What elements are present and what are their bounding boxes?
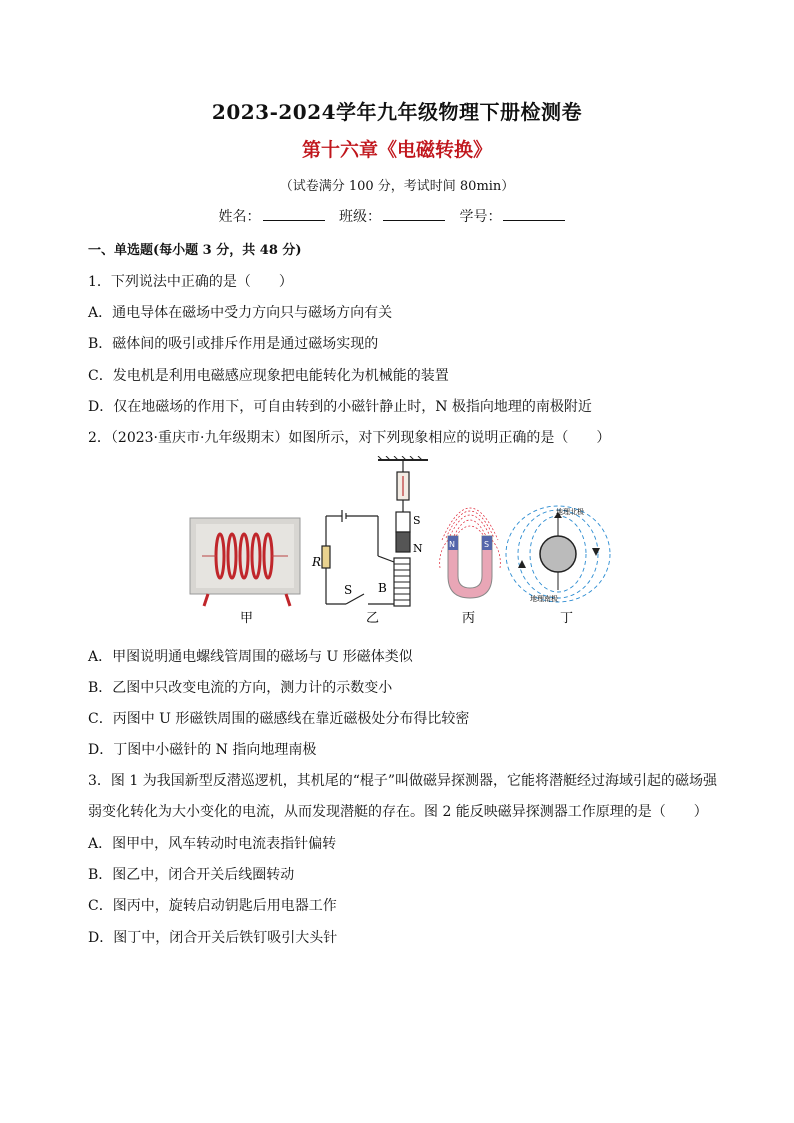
q2-figure — [188, 456, 618, 631]
name-label: 姓名： — [218, 209, 261, 225]
q3-stem-line1: 3．图 1 为我国新型反潜巡逻机，其机尾的“棍子”叫做磁异探测器，它能将潜艇经过海域引起的磁场强 — [88, 773, 718, 789]
q3-option-a: A．图甲中，风车转动时电流表指针偏转 — [88, 836, 337, 852]
name-blank[interactable] — [263, 208, 325, 221]
figure-ding-earth — [506, 506, 610, 602]
id-label: 学号： — [459, 209, 502, 225]
figure-jia-photo — [190, 518, 300, 606]
q2-option-b: B．乙图中只改变电流的方向，测力计的示数变小 — [88, 680, 393, 696]
class-blank[interactable] — [383, 208, 445, 221]
caption-bing: 丙 — [462, 611, 476, 626]
caption-jia: 甲 — [240, 611, 254, 626]
q1-stem: 1．下列说法中正确的是（ ） — [88, 274, 293, 290]
q3-option-d: D．图丁中，闭合开关后铁钉吸引大头针 — [88, 930, 338, 946]
section-heading: 一、单选题(每小题 3 分，共 48 分) — [88, 243, 302, 258]
q1-option-a: A．通电导体在磁场中受力方向只与磁场方向有关 — [88, 305, 393, 321]
exam-note: （试卷满分 100 分，考试时间 80min） — [279, 179, 515, 194]
q2-figure-svg — [188, 456, 618, 631]
q1-option-d: D．仅在地磁场的作用下，可自由转到的小磁针静止时，N 极指向地理的南极附近 — [88, 399, 592, 415]
q1-option-b: B．磁体间的吸引或排斥作用是通过磁场实现的 — [88, 336, 379, 352]
caption-yi: 乙 — [366, 611, 380, 626]
class-label: 班级： — [339, 209, 381, 225]
geo-south-label: 地理南极 — [530, 595, 558, 603]
figure-yi-circuit — [322, 456, 428, 606]
label-switch-s: S — [344, 583, 353, 597]
label-magnet-n: N — [413, 542, 423, 555]
student-info — [0, 206, 794, 226]
label-magnet-s: S — [413, 514, 421, 527]
geo-north-label: 地理北极 — [556, 508, 584, 516]
label-r: R — [312, 555, 322, 569]
label-b: B — [378, 581, 387, 595]
figure-bing-magnet — [440, 508, 501, 598]
q2-option-d: D．丁图中小磁针的 N 指向地理南极 — [88, 742, 317, 758]
q1-option-c: C．发电机是利用电磁感应现象把电能转化为机械能的装置 — [88, 368, 449, 384]
q3-option-b: B．图乙中，闭合开关后线圈转动 — [88, 867, 295, 883]
caption-ding: 丁 — [560, 611, 574, 626]
id-blank[interactable] — [503, 208, 565, 221]
q3-stem-line2: 弱变化转化为大小变化的电流，从而发现潜艇的存在。图 2 能反映磁异探测器工作原理的是（ ） — [88, 804, 708, 820]
q2-stem: 2．（2023·重庆市·九年级期末）如图所示，对下列现象相应的说明正确的是（ ） — [88, 430, 611, 446]
chapter-title: 第十六章《电磁转换》 — [301, 139, 492, 161]
q2-option-a: A．甲图说明通电螺线管周围的磁场与 U 形磁体类似 — [88, 649, 413, 665]
u-magnet-s: S — [484, 540, 490, 549]
u-magnet-n: N — [449, 540, 455, 549]
q2-option-c: C．丙图中 U 形磁铁周围的磁感线在靠近磁极处分布得比较密 — [88, 711, 470, 727]
q3-option-c: C．图丙中，旋转启动钥匙后用电器工作 — [88, 898, 337, 914]
exam-title: 2023-2024学年九年级物理下册检测卷 — [211, 100, 583, 124]
